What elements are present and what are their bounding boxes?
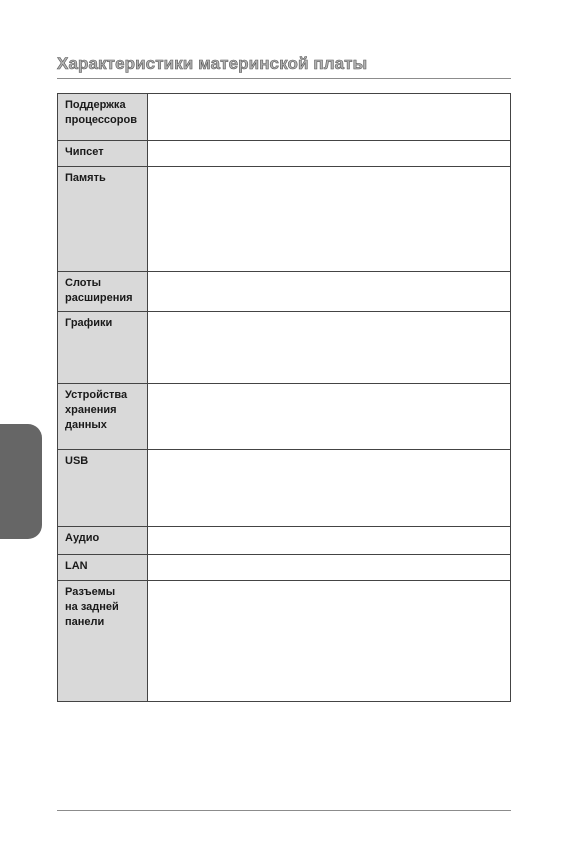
row-value <box>148 141 511 167</box>
specifications-table <box>57 93 511 702</box>
row-label: Разъемы на задней панели <box>58 581 148 702</box>
table-row-storage <box>58 384 511 450</box>
row-value <box>148 555 511 581</box>
title-divider <box>57 78 511 79</box>
row-label: LAN <box>58 555 148 581</box>
row-label: USB <box>58 450 148 527</box>
row-value <box>148 527 511 555</box>
row-label: Графики <box>58 312 148 384</box>
row-value <box>148 450 511 527</box>
table-row-memory <box>58 167 511 272</box>
row-value <box>148 94 511 141</box>
table-row-lan <box>58 555 511 581</box>
table-row-rear-panel <box>58 581 511 702</box>
table-row-cpu-support <box>58 94 511 141</box>
footer-divider <box>57 810 511 811</box>
table-row-usb <box>58 450 511 527</box>
row-value <box>148 581 511 702</box>
table-row-chipset <box>58 141 511 167</box>
row-label: Аудио <box>58 527 148 555</box>
page-title: Характеристики материнской платы <box>57 54 368 73</box>
row-label: Поддержка процессоров <box>58 94 148 141</box>
table-row-audio <box>58 527 511 555</box>
row-value <box>148 167 511 272</box>
chapter-side-tab <box>0 424 42 539</box>
row-value <box>148 384 511 450</box>
row-label: Чипсет <box>58 141 148 167</box>
table-row-graphics <box>58 312 511 384</box>
row-label: Устройства хранения данных <box>58 384 148 450</box>
table-row-expansion-slots <box>58 272 511 312</box>
row-value <box>148 312 511 384</box>
row-label: Память <box>58 167 148 272</box>
row-value <box>148 272 511 312</box>
row-label: Слоты расширения <box>58 272 148 312</box>
